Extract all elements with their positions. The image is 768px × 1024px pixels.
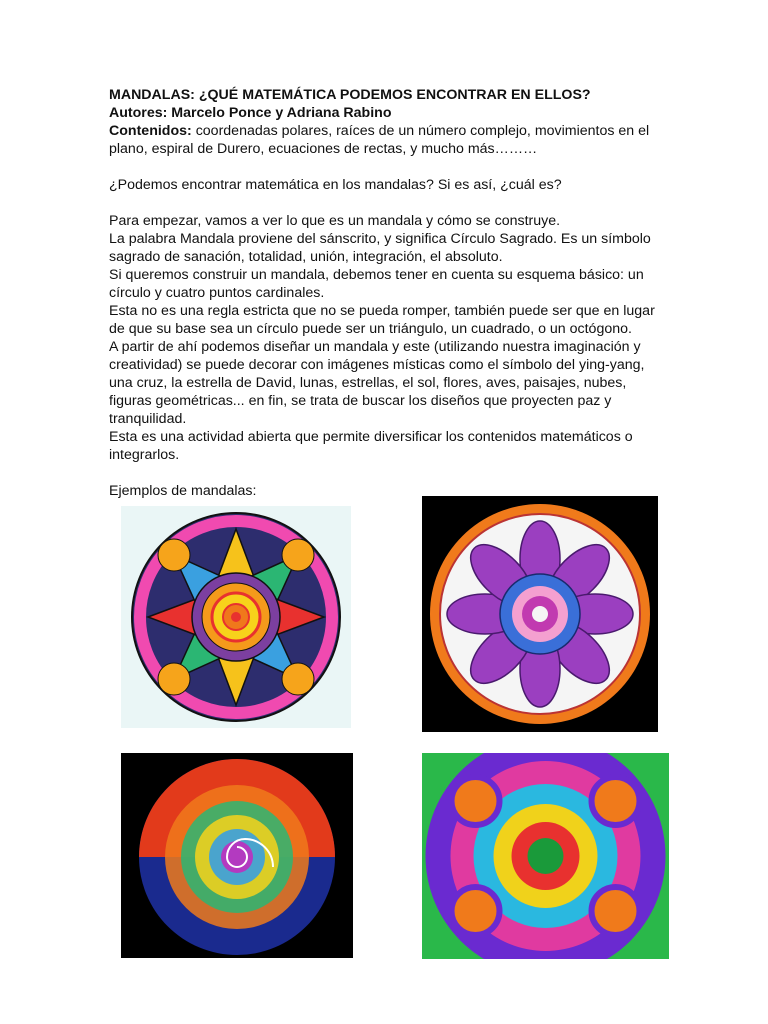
document-contents [109,122,669,158]
contents-text: coordenadas polares, raíces de un número complejo, movimientos en el plano, espiral de Durero, ecuaciones de rectas, y mucho más……… [109,123,650,157]
mandala-image-spiral [121,753,353,958]
intro-question: ¿Podemos encontrar matemática en los mandalas? Si es así, ¿cuál es? [109,177,562,193]
paragraph-5: A partir de ahí podemos diseñar un mandala y este (utilizando nuestra imaginación y creatividad) se puede decorar con imágenes místicas como el símbolo del ying-yang, una cruz, la estrella de David, lunas, estrellas, el sol, flores, aves, paisajes, nubes, figuras geométricas... en fin, se trata de buscar los diseños que proyecten paz y tranquilidad. [109,339,645,427]
contents-label: Contenidos: [109,123,192,139]
paragraph-4: Esta no es una regla estricta que no se pueda romper, también puede ser que en lugar de que su base sea un círculo puede ser un triángulo, un cuadrado, o un octógono. [109,303,655,337]
mandala-image-psychedelic [422,753,669,959]
mandala-image-flower [422,496,658,732]
document-title: MANDALAS: ¿QUÉ MATEMÁTICA PODEMOS ENCONTRAR EN ELLOS? [109,87,591,103]
document-authors: Autores: Marcelo Ponce y Adriana Rabino [109,105,392,121]
paragraph-3: Si queremos construir un mandala, debemos tener en cuenta su esquema básico: un círculo y cuatro puntos cardinales. [109,267,644,301]
examples-label: Ejemplos de mandalas: [109,483,257,499]
document-text [109,86,669,500]
paragraph-6: Esta es una actividad abierta que permite diversificar los contenidos matemáticos o integrarlos. [109,429,633,463]
paragraph-1: Para empezar, vamos a ver lo que es un mandala y cómo se construye. [109,213,561,229]
mandala-image-geometric [121,506,351,728]
paragraph-2: La palabra Mandala proviene del sánscrito, y significa Círculo Sagrado. Es un símbolo sagrado de sanación, totalidad, unión, integración, el absoluto. [109,231,651,265]
